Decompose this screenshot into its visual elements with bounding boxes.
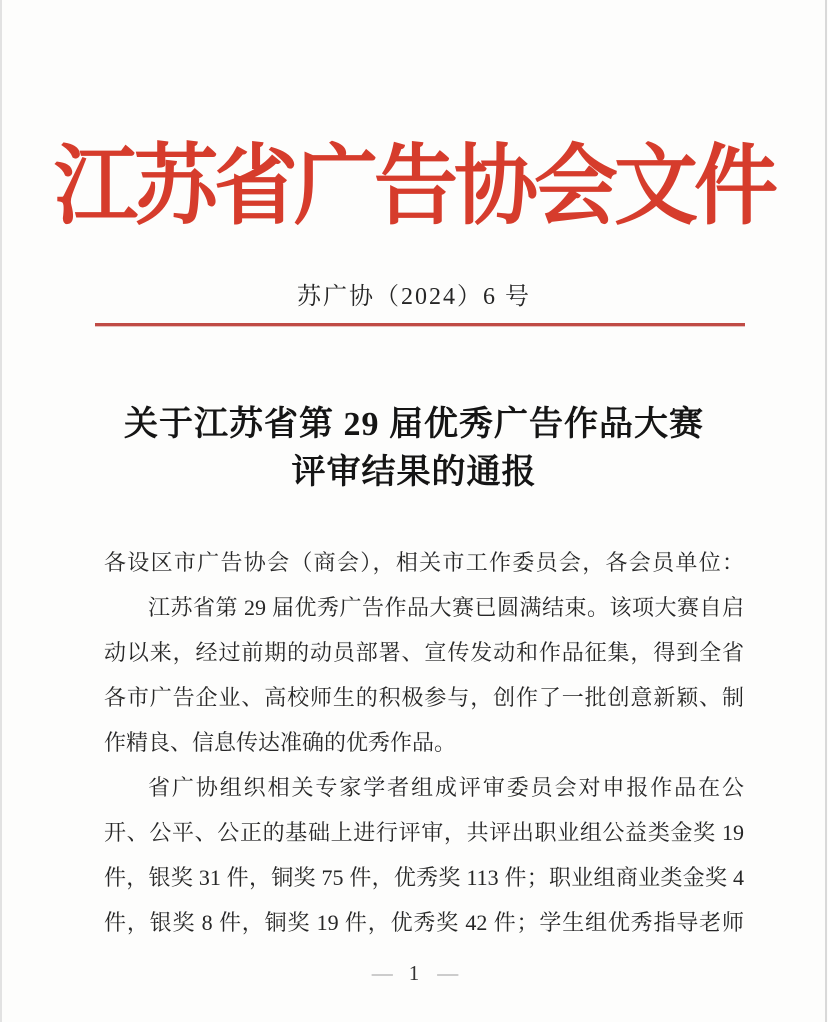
body-line: 开、公平、公正的基础上进行评审，共评出职业组公益类金奖 19 (104, 820, 744, 845)
letterhead-red-rule (95, 323, 745, 326)
document-title (0, 401, 828, 497)
footer-right-dash: — (437, 961, 457, 985)
body-line: 各市广告企业、高校师生的积极参与，创作了一批创意新颖、制 (104, 685, 744, 710)
page-footer (0, 958, 828, 988)
page-number: 1 (408, 961, 420, 985)
body-text (104, 540, 744, 945)
body-line: 各设区市广告协会（商会），相关市工作委员会，各会员单位： (104, 550, 744, 575)
organization-letterhead-title: 江苏省广告协会文件 (53, 139, 774, 236)
document-title-line1: 关于江苏省第 29 届优秀广告作品大赛 (124, 406, 704, 443)
body-line: 省广协组织相关专家学者组成评审委员会对申报作品在公 (148, 775, 744, 800)
body-line: 江苏省第 29 届优秀广告作品大赛已圆满结束。该项大赛自启 (148, 595, 744, 620)
body-line: 件，银奖 31 件，铜奖 75 件，优秀奖 113 件；职业组商业类金奖 4 (104, 865, 744, 890)
footer-left-dash: — (371, 961, 391, 985)
body-line: 动以来，经过前期的动员部署、宣传发动和作品征集，得到全省 (104, 640, 744, 665)
document-title-line2: 评审结果的通报 (291, 454, 537, 491)
body-line: 件，银奖 8 件，铜奖 19 件，优秀奖 42 件；学生组优秀指导老师 (104, 910, 744, 935)
document-reference-number: 苏广协（2024）6 号 (297, 284, 531, 310)
body-line: 作精良、信息传达准确的优秀作品。 (104, 730, 457, 755)
